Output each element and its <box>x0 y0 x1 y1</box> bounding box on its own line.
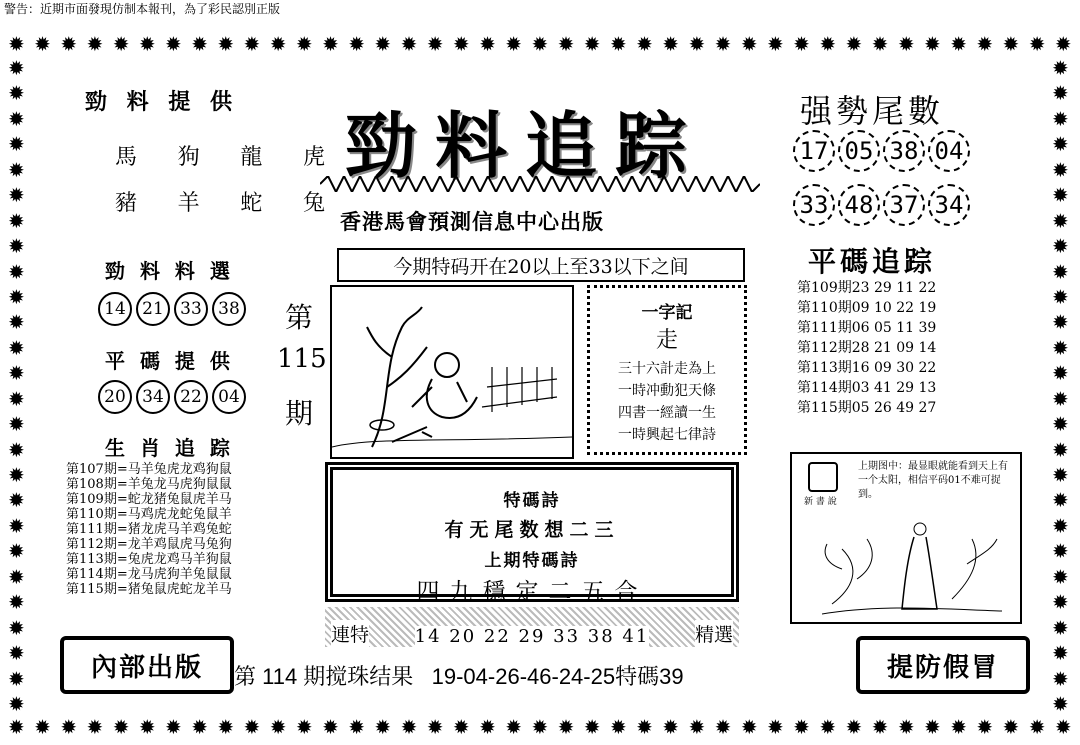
strong-tail-title: 强勢尾數 <box>800 92 945 130</box>
list-item: 第112期=龙羊鸡鼠虎马兔狗 <box>66 537 232 552</box>
tail-number: 33 <box>793 184 835 226</box>
zodiac-item: 豬 <box>115 191 138 216</box>
picture-note-text: 上期图中：最显眼就能看到天上有一个太阳，相信平码01不难可捉到。 <box>858 461 1008 500</box>
sun-icon: ✹ <box>112 32 130 56</box>
strong-tail-row-2 <box>793 184 973 226</box>
sun-icon: ✹ <box>819 32 837 56</box>
sun-icon: ✹ <box>8 437 25 462</box>
sun-icon: ✹ <box>766 32 784 56</box>
list-item: 第113期=兔虎龙鸡马羊狗鼠 <box>66 552 232 567</box>
inside-stamp-text: 內部出版 <box>90 652 203 683</box>
sun-icon: ✹ <box>1052 463 1069 487</box>
sun-icon: ✹ <box>505 32 523 56</box>
sun-icon: ✹ <box>950 715 967 739</box>
pick-number: 14 <box>98 292 132 326</box>
sun-icon: ✹ <box>688 715 706 739</box>
one-word-line: 四書一經讀一生 <box>618 405 716 421</box>
sun-icon: ✹ <box>8 715 25 739</box>
sun-icon: ✹ <box>8 666 25 691</box>
sun-icon: ✹ <box>8 539 25 564</box>
one-word-line: 一時冲動犯天條 <box>618 383 716 399</box>
sun-icon: ✹ <box>8 488 25 513</box>
tail-number: 34 <box>928 184 970 226</box>
sun-icon: ✹ <box>531 32 549 56</box>
sun-icon: ✹ <box>269 715 287 739</box>
poem-title-2: 上期特碼詩 <box>484 551 580 571</box>
sun-icon: ✹ <box>8 81 25 106</box>
sun-icon: ✹ <box>1052 488 1069 513</box>
sun-icon: ✹ <box>714 715 732 739</box>
sun-icon: ✹ <box>34 32 51 56</box>
sun-icon: ✹ <box>1052 691 1069 716</box>
list-item: 第108期=羊兔龙马虎狗鼠鼠 <box>66 477 232 492</box>
zodiac-item: 狗 <box>177 145 200 170</box>
sun-icon: ✹ <box>871 32 889 56</box>
sun-icon: ✹ <box>138 715 156 739</box>
sun-icon: ✹ <box>426 715 444 739</box>
list-item: 第113期16 09 30 22 <box>797 360 937 376</box>
zodiac-item: 羊 <box>177 191 200 216</box>
sun-icon: ✹ <box>217 32 235 56</box>
zodiac-item: 馬 <box>115 145 138 170</box>
sun-icon: ✹ <box>1052 386 1069 411</box>
sun-icon: ✹ <box>8 259 25 284</box>
sun-icon: ✹ <box>60 715 78 739</box>
sun-icon: ✹ <box>688 32 706 56</box>
zodiac-item: 兔 <box>302 191 325 216</box>
sun-icon: ✹ <box>8 412 25 437</box>
sun-icon: ✹ <box>8 132 25 157</box>
one-word-box <box>587 285 747 455</box>
sun-icon: ✹ <box>1052 590 1069 615</box>
sun-icon: ✹ <box>8 183 25 208</box>
sun-icon: ✹ <box>557 715 575 739</box>
prediction-text: 今期特码开在20以上至33以下之间 <box>393 255 689 278</box>
sun-icon: ✹ <box>609 32 627 56</box>
sun-icon: ✹ <box>479 32 496 56</box>
sun-icon: ✹ <box>8 335 25 360</box>
issue-suffix: 期 <box>285 397 314 430</box>
one-word-title: 一字記 <box>641 303 693 323</box>
list-item: 第114期03 41 29 13 <box>797 380 937 396</box>
sun-icon: ✹ <box>8 208 25 233</box>
tail-number: 17 <box>793 130 835 172</box>
beware-stamp-text: 提防假冒 <box>886 652 999 683</box>
list-item: 第109期23 29 11 22 <box>797 280 937 296</box>
sun-icon: ✹ <box>60 32 78 56</box>
list-item: 第115期05 26 49 27 <box>797 400 937 416</box>
sun-icon: ✹ <box>1052 132 1069 157</box>
list-item: 第109期=蛇龙猪兔鼠虎羊马 <box>66 492 232 507</box>
sun-icon: ✹ <box>1052 310 1069 335</box>
sun-icon: ✹ <box>86 32 104 56</box>
sun-icon: ✹ <box>1052 81 1069 106</box>
one-word-line: 三十六計走為上 <box>618 361 716 377</box>
list-item: 第110期=马鸡虎龙蛇兔鼠羊 <box>66 507 232 522</box>
sun-icon: ✹ <box>636 32 653 56</box>
sun-icon: ✹ <box>976 715 994 739</box>
zodiac-track-title: 生 肖 追 踪 <box>105 436 234 460</box>
sun-icon: ✹ <box>8 513 25 538</box>
main-title: 勁料追踪 <box>345 103 706 188</box>
sun-icon: ✹ <box>740 32 758 56</box>
sun-icon: ✹ <box>348 715 365 739</box>
sun-icon: ✹ <box>924 32 941 56</box>
pick-number: 38 <box>212 292 246 326</box>
list-item: 第107期=马羊兔虎龙鸡狗鼠 <box>66 462 232 477</box>
zodiac-track-list <box>66 462 232 597</box>
sun-icon: ✹ <box>8 641 25 666</box>
flat-provide-title: 平 碼 提 供 <box>105 349 234 373</box>
selected-suffix: 精選 <box>695 620 733 647</box>
issue-prefix: 第 <box>285 301 314 334</box>
sun-icon: ✹ <box>8 56 25 80</box>
sun-icon: ✹ <box>8 564 25 589</box>
sun-icon: ✹ <box>1052 615 1069 640</box>
publisher-subtitle: 香港馬會預測信息中心出版 <box>340 210 604 234</box>
warning-text: 警告：近期市面發現仿制本報刊，為了彩民認別正版 <box>4 2 281 16</box>
sun-icon: ✹ <box>557 32 575 56</box>
sun-icon: ✹ <box>452 715 470 739</box>
sun-icon: ✹ <box>295 715 313 739</box>
sun-icon: ✹ <box>1052 335 1069 360</box>
sun-icon: ✹ <box>897 715 915 739</box>
zigzag-divider <box>320 176 760 192</box>
sun-icon: ✹ <box>1052 564 1069 589</box>
sun-icon: ✹ <box>1052 208 1069 233</box>
pick-number: 21 <box>136 292 170 326</box>
sun-icon: ✹ <box>8 32 25 56</box>
sun-icon: ✹ <box>1052 56 1069 80</box>
zodiac-row-1 <box>115 140 325 171</box>
sun-icon: ✹ <box>8 691 25 716</box>
sun-icon: ✹ <box>374 715 392 739</box>
sun-icon: ✹ <box>243 715 261 739</box>
sun-icon: ✹ <box>976 32 994 56</box>
inside-stamp <box>60 636 234 694</box>
sun-icon: ✹ <box>8 615 25 640</box>
tail-number: 04 <box>928 130 970 172</box>
sun-icon: ✹ <box>34 715 51 739</box>
picture-note-badge: 新 書 說 <box>804 497 837 507</box>
sun-icon: ✹ <box>793 715 810 739</box>
flat-number: 04 <box>212 380 246 414</box>
sun-icon: ✹ <box>714 32 732 56</box>
sun-icon: ✹ <box>479 715 496 739</box>
sun-icon: ✹ <box>8 310 25 335</box>
poem-line: 有无尾数想二三 <box>444 519 620 541</box>
prediction-box <box>337 248 745 282</box>
book-icon <box>808 462 838 492</box>
pick-number: 33 <box>174 292 208 326</box>
sun-icon: ✹ <box>583 715 601 739</box>
sun-icon: ✹ <box>662 715 680 739</box>
list-item: 第111期06 05 11 39 <box>797 320 937 336</box>
flat-number: 22 <box>174 380 208 414</box>
sage-illustration <box>822 509 1002 619</box>
sun-icon: ✹ <box>138 32 156 56</box>
zodiac-item: 虎 <box>302 145 325 170</box>
pick-numbers <box>98 292 250 326</box>
sun-icon: ✹ <box>845 715 863 739</box>
sun-icon: ✹ <box>426 32 444 56</box>
sun-icon: ✹ <box>8 463 25 487</box>
sun-icon: ✹ <box>740 715 758 739</box>
sun-icon: ✹ <box>819 715 837 739</box>
sun-icon: ✹ <box>452 32 470 56</box>
sun-icon: ✹ <box>1002 32 1020 56</box>
sun-icon: ✹ <box>191 32 208 56</box>
strong-tail-row-1 <box>793 130 973 172</box>
flat-track-title: 平碼追踪 <box>808 245 937 278</box>
sun-icon: ✹ <box>1054 32 1072 56</box>
sun-icon: ✹ <box>609 715 627 739</box>
pick-title: 勁 料 料 選 <box>105 259 234 283</box>
sun-icon: ✹ <box>871 715 889 739</box>
sun-icon: ✹ <box>8 590 25 615</box>
bottom-sun-border <box>8 717 1072 737</box>
sun-icon: ✹ <box>1052 412 1069 437</box>
list-item: 第112期28 21 09 14 <box>797 340 937 356</box>
illustration-frame <box>330 285 574 459</box>
beware-stamp <box>856 636 1030 694</box>
sun-icon: ✹ <box>1052 539 1069 564</box>
list-item: 第114期=龙马虎狗羊兔鼠鼠 <box>66 567 232 582</box>
sun-icon: ✹ <box>295 32 313 56</box>
tail-number: 38 <box>883 130 925 172</box>
sun-icon: ✹ <box>374 32 392 56</box>
sun-icon: ✹ <box>165 32 182 56</box>
picture-note-box <box>790 452 1022 624</box>
one-word-line: 一時興起七律詩 <box>618 427 716 443</box>
sun-icon: ✹ <box>1052 106 1069 131</box>
list-item: 第110期09 10 22 19 <box>797 300 937 316</box>
left-sun-border <box>8 58 25 714</box>
sun-icon: ✹ <box>1028 715 1046 739</box>
selected-bar <box>325 607 739 647</box>
flat-number: 34 <box>136 380 170 414</box>
poem-line-2: 四九穩定二五合 <box>416 579 648 605</box>
tail-number: 48 <box>838 184 880 226</box>
sun-icon: ✹ <box>766 715 784 739</box>
sun-icon: ✹ <box>8 361 25 386</box>
flat-number: 20 <box>98 380 132 414</box>
sun-icon: ✹ <box>1052 284 1069 309</box>
sun-icon: ✹ <box>1052 513 1069 538</box>
sun-icon: ✹ <box>1052 437 1069 462</box>
sun-icon: ✹ <box>400 715 418 739</box>
sun-icon: ✹ <box>8 284 25 309</box>
selected-numbers: 14 20 22 29 33 38 41 <box>414 626 650 647</box>
sun-icon: ✹ <box>897 32 915 56</box>
selected-label: 連特 <box>331 620 369 647</box>
draw-result: 第 114 期搅珠结果 19-04-26-46-24-25特碼39 <box>234 664 684 689</box>
sun-icon: ✹ <box>924 715 941 739</box>
sun-icon: ✹ <box>8 386 25 411</box>
list-item: 第115期=猪兔鼠虎蛇龙羊马 <box>66 582 232 597</box>
sun-icon: ✹ <box>8 234 25 259</box>
farmer-illustration <box>332 287 572 457</box>
issue-number: 115 <box>277 344 327 374</box>
poem-box <box>325 462 739 605</box>
sun-icon: ✹ <box>1052 361 1069 386</box>
sun-icon: ✹ <box>845 32 863 56</box>
zodiac-row-2 <box>115 186 325 217</box>
sun-icon: ✹ <box>1052 234 1069 259</box>
poem-title: 特碼詩 <box>503 491 561 511</box>
tail-number: 05 <box>838 130 880 172</box>
flat-track-list <box>797 278 936 418</box>
tail-number: 37 <box>883 184 925 226</box>
sun-icon: ✹ <box>793 32 810 56</box>
sun-icon: ✹ <box>1052 641 1069 666</box>
sun-icon: ✹ <box>243 32 261 56</box>
sun-icon: ✹ <box>1052 157 1069 182</box>
zodiac-item: 蛇 <box>240 191 263 216</box>
sun-icon: ✹ <box>950 32 967 56</box>
sun-icon: ✹ <box>636 715 653 739</box>
top-sun-border <box>8 34 1072 54</box>
sun-icon: ✹ <box>1052 183 1069 208</box>
sun-icon: ✹ <box>112 715 130 739</box>
flat-provide-numbers <box>98 380 250 414</box>
sun-icon: ✹ <box>217 715 235 739</box>
one-word-char: 走 <box>655 328 678 353</box>
sun-icon: ✹ <box>400 32 418 56</box>
sun-icon: ✹ <box>191 715 208 739</box>
sun-icon: ✹ <box>662 32 680 56</box>
source-title: 勁 料 提 供 <box>85 89 238 115</box>
sun-icon: ✹ <box>505 715 523 739</box>
sun-icon: ✹ <box>1054 715 1072 739</box>
sun-icon: ✹ <box>348 32 365 56</box>
sun-icon: ✹ <box>165 715 182 739</box>
sun-icon: ✹ <box>531 715 549 739</box>
sun-icon: ✹ <box>1028 32 1046 56</box>
zodiac-item: 龍 <box>240 145 263 170</box>
sun-icon: ✹ <box>1052 259 1069 284</box>
sun-icon: ✹ <box>1052 666 1069 691</box>
right-sun-border <box>1052 58 1069 714</box>
sun-icon: ✹ <box>322 32 339 56</box>
list-item: 第111期=猪龙虎马羊鸡兔蛇 <box>66 522 232 537</box>
sun-icon: ✹ <box>583 32 601 56</box>
sun-icon: ✹ <box>8 157 25 182</box>
sun-icon: ✹ <box>86 715 104 739</box>
sun-icon: ✹ <box>322 715 339 739</box>
sun-icon: ✹ <box>269 32 287 56</box>
sun-icon: ✹ <box>8 106 25 131</box>
sun-icon: ✹ <box>1002 715 1020 739</box>
